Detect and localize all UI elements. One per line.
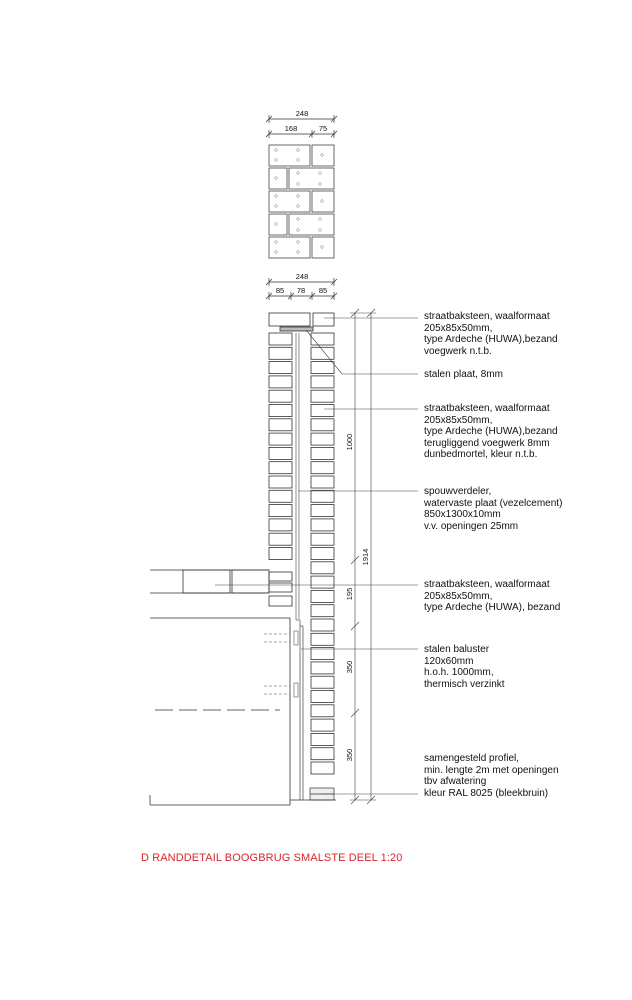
annotation-composite-profile: [424, 753, 559, 799]
annotation-line: 205x85x50mm,: [424, 322, 493, 334]
section-brick-left: [269, 533, 292, 545]
section-brick-left: [269, 376, 292, 388]
dim-label-350-a: 350: [345, 660, 354, 674]
section-brick-right: [311, 562, 334, 574]
dim-label-168: 168: [284, 124, 298, 133]
section-brick-right: [311, 333, 334, 345]
annotation-line: v.v. openingen 25mm: [424, 520, 519, 532]
section-brick-right: [311, 447, 334, 459]
annotation-line: 205x85x50mm,: [424, 590, 493, 602]
annotation-line: kleur RAL 8025 (bleekbruin): [424, 787, 549, 799]
section-brick-right: [311, 533, 334, 545]
section-brick-right: [311, 691, 334, 703]
cavity-divider: [296, 333, 299, 620]
annotation-line: stalen baluster: [424, 644, 490, 655]
annotation-line: samengesteld profiel,: [424, 753, 520, 764]
section-brick-right: [311, 705, 334, 717]
annotation-line: 205x85x50mm,: [424, 414, 493, 426]
section-brick-left: [269, 362, 292, 374]
annotation-line: min. lengte 2m met openingen: [424, 764, 559, 776]
dim-label-78: 78: [296, 286, 306, 295]
annotation-line: type Ardeche (HUWA), bezand: [424, 602, 561, 613]
annotation-coping-brick: [424, 311, 558, 357]
section-brick-right: [311, 476, 334, 488]
brick-column-right: [311, 333, 334, 774]
annotation-line: type Ardeche (HUWA),bezand: [424, 426, 558, 437]
dim-label-85-right: 85: [318, 286, 328, 295]
section-brick-right: [311, 648, 334, 660]
section-brick-right: [311, 490, 334, 502]
section-brick-left: [269, 347, 292, 359]
brick-column-left: [269, 333, 292, 606]
annotation-line: stalen plaat, 8mm: [424, 369, 503, 380]
section-brick-left: [269, 419, 292, 431]
section-brick-right: [311, 390, 334, 402]
annotation-line: watervaste plaat (vezelcement): [424, 497, 563, 509]
dim-label-350-b: 350: [345, 748, 354, 762]
dim-label-1000: 1000: [345, 433, 354, 451]
section-brick-right: [311, 676, 334, 688]
dim-label-85-left: 85: [275, 286, 285, 295]
annotation-steel-plate: [424, 369, 503, 381]
section-brick-right: [311, 362, 334, 374]
annotation-wall-brick: [424, 403, 558, 461]
section-brick-right: [311, 748, 334, 760]
annotation-line: tbv afwatering: [424, 776, 487, 787]
dim-label-248-mid: 248: [295, 272, 309, 281]
dim-label-248-top: 248: [295, 109, 309, 118]
annotation-baluster: [424, 644, 505, 690]
annotation-line: straatbaksteen, waalformaat: [424, 579, 550, 590]
section-brick-right: [311, 433, 334, 445]
section-brick-left: [269, 490, 292, 502]
section-brick-left: [269, 390, 292, 402]
section-brick-right: [311, 505, 334, 517]
section-brick-right: [311, 462, 334, 474]
annotation-line: dunbedmortel, kleur n.t.b.: [424, 449, 538, 460]
leader-lines: [215, 318, 418, 794]
section-brick-left: [269, 505, 292, 517]
section-brick-left: [269, 447, 292, 459]
annotation-line: straatbaksteen, waalformaat: [424, 403, 550, 414]
section-brick-right: [311, 405, 334, 417]
annotation-line: type Ardeche (HUWA),bezand: [424, 334, 558, 345]
annotation-line: thermisch verzinkt: [424, 678, 505, 690]
section-brick-left: [269, 462, 292, 474]
leader-2: [306, 330, 418, 374]
section-brick-right: [311, 590, 334, 602]
dim-label-1914: 1914: [361, 548, 370, 566]
annotation-line: 120x60mm: [424, 655, 474, 667]
annotation-line: terugliggend voegwerk 8mm: [424, 437, 550, 449]
annotation-line: 850x1300x10mm: [424, 509, 501, 520]
section-brick-left: [269, 572, 292, 581]
section-brick-left: [269, 548, 292, 560]
section-brick-left: [269, 333, 292, 345]
dim-label-75: 75: [318, 124, 328, 133]
section-brick-right: [311, 548, 334, 560]
steel-baluster: [300, 620, 303, 800]
section-brick-left: [269, 596, 292, 606]
section-brick-left: [269, 433, 292, 445]
section-brick-right: [311, 576, 334, 588]
section-brick-right: [311, 733, 334, 745]
plan-brick-courses: [269, 145, 334, 258]
annotation-line: voegwerk n.t.b.: [424, 345, 492, 357]
section-brick-right: [311, 719, 334, 731]
annotation-deck-brick: [424, 579, 560, 614]
section-brick-left: [269, 476, 292, 488]
section-brick-right: [311, 419, 334, 431]
section-brick-right: [311, 605, 334, 617]
section-brick-right: [311, 633, 334, 645]
steel-plate: [280, 327, 313, 331]
section-brick-right: [311, 619, 334, 631]
section-brick-left: [269, 405, 292, 417]
section-brick-right: [311, 519, 334, 531]
dim-label-195: 195: [345, 587, 354, 601]
anchors: [264, 631, 298, 697]
section-brick-right: [311, 347, 334, 359]
annotation-line: spouwverdeler,: [424, 486, 492, 497]
annotation-line: h.o.h. 1000mm,: [424, 667, 494, 678]
section-view: [150, 313, 336, 805]
section-brick-left: [269, 583, 292, 592]
section-brick-right: [311, 762, 334, 774]
annotation-cavity-divider: [424, 486, 562, 532]
section-brick-left: [269, 519, 292, 531]
section-brick-right: [311, 662, 334, 674]
drawing-caption: D RANDDETAIL BOOGBRUG SMALSTE DEEL 1:20: [141, 852, 403, 864]
annotation-line: straatbaksteen, waalformaat: [424, 311, 550, 322]
plan-brick-holes: [275, 149, 324, 254]
section-brick-right: [311, 376, 334, 388]
